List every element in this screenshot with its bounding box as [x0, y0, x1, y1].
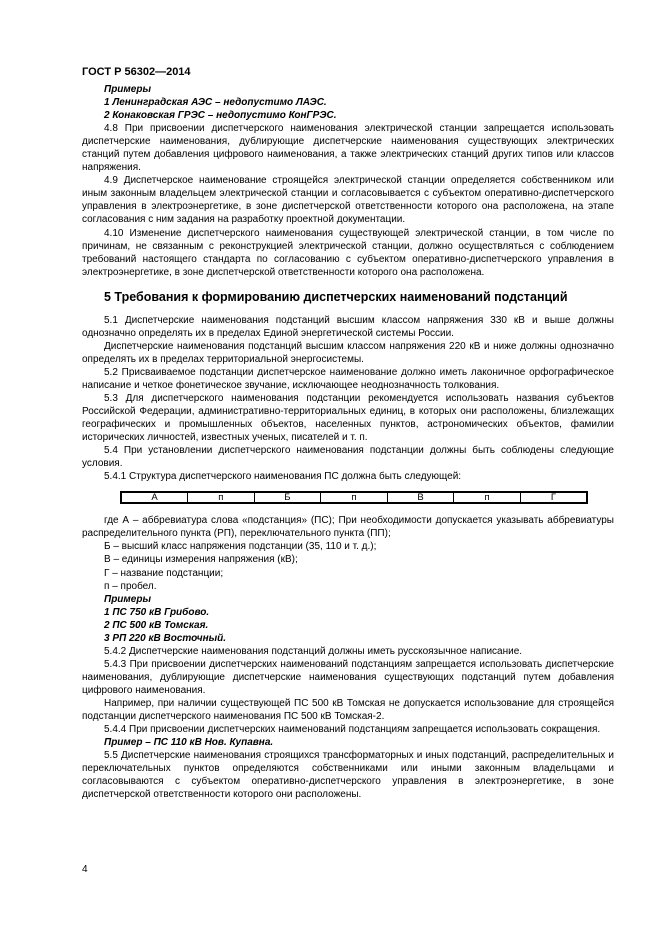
legend-item: В – единицы измерения напряжения (кВ); [104, 554, 298, 566]
structure-cell: п [188, 492, 255, 503]
paragraph-5-4-4: 5.4.4 При присвоении диспетчерских наименований подстанциям запрещается использовать сокращения. [104, 724, 601, 736]
paragraph-5-4-2: 5.4.2 Диспетчерские наименования подстанций должны иметь русскоязычное написание. [104, 645, 523, 657]
paragraph: Например, при наличии существующей ПС 500 кВ Томская не допускается использование для строящейся подстанции диспетчерского наименования ПС 500 кВ Томская-2. [82, 697, 614, 723]
paragraph: Диспетчерские наименования подстанций высшим классом напряжения 220 кВ и ниже должны однозначно определять их в пределах территориальной энергосистемы. [82, 340, 614, 365]
structure-cell: А [151, 492, 158, 504]
example-item: 1 Ленинградская АЭС – недопустимо ЛАЭС. [104, 97, 327, 109]
legend-item: Б – высший класс напряжения подстанции (35, 110 и т. д.); [104, 541, 377, 553]
example-item: 1 ПС 750 кВ Грибово. [104, 606, 210, 618]
document-body [82, 83, 614, 801]
example-item: 2 Конаковская ГРЭС – недопустимо КонГРЭС. [104, 110, 337, 122]
paragraph-4-10: 4.10 Изменение диспетчерского наименования существующей электрической станции, в том числе по причинам, не связанным с реконструкцией электрической станции, должно осуществляться с соблюдением требований настоящего стандарта по согласованию с субъектом оперативно-диспетчерского управления в электроэнергетике, в зоне диспетчерской ответственности которого она расположена. [82, 227, 614, 278]
structure-cell: Г [520, 492, 587, 503]
example-item: Пример – ПС 110 кВ Нов. Купавна. [104, 737, 274, 749]
example-item: 3 РП 220 кВ Восточный. [104, 632, 227, 644]
paragraph-5-4-3: 5.4.3 При присвоении диспетчерских наименований подстанциям запрещается использовать диспетчерские наименования, дублирующие диспетчерские наименования существующих подстанций путем добавления цифрового наименования. [82, 658, 614, 696]
structure-cell: Б [254, 492, 321, 503]
paragraph-4-8: 4.8 При присвоении диспетчерского наименования электрической станции запрещается использовать диспетчерские наименования, дублирующие диспетчерские наименования существующих электрических станций путем добавления цифрового наименования, а также электрических станций других типов или классов напряжения. [82, 123, 614, 174]
paragraph-5-3: 5.3 Для диспетчерского наименования подстанции рекомендуется использовать названия субъектов Российской Федерации, административно-территориальных единиц, в которых они расположены, близлежащих географических и промышленных объектов, населенных пунктов, астрономических объектов, фамилии исторических личностей, известных ученых, писателей и т. п. [82, 392, 614, 444]
paragraph-5-5: 5.5 Диспетчерские наименования строящихся трансформаторных и иных подстанций, распределительных и переключательных пунктов определяются собственниками или иными законным владельцами и согласовываются с субъектом оперативно-диспетчерского управления в электроэнергетике, в зоне диспетчерской ответственности которого они расположены. [82, 750, 614, 801]
page-number: 4 [82, 864, 88, 875]
examples-title: Примеры [104, 593, 152, 605]
paragraph-5-4-1: 5.4.1 Структура диспетчерского наименования ПС должна быть следующей: [104, 471, 462, 483]
structure-cell: п [454, 492, 521, 503]
legend-item: Г – название подстанции; [104, 567, 224, 579]
examples-title: Примеры [104, 84, 152, 95]
paragraph-5-2: 5.2 Присваиваемое подстанции диспетчерское наименование должно иметь лаконичное орфографическое написание и четкое фонетическое звучание, исключающее неоднозначность толкования. [82, 366, 614, 391]
paragraph-4-9: 4.9 Диспетчерское наименование строящейся электрической станции определяется собственником или иным законным владельцем электрической станции и согласовывается с субъектом оперативно-диспетчерского управления в электроэнергетике, в зоне диспетчерской ответственности которого она расположена, на этапе согласования с ним задания на разработку проектной документации. [82, 175, 614, 226]
section-heading: 5 Требования к формированию диспетчерских наименований подстанций [104, 289, 568, 304]
structure-cell: п [321, 492, 388, 503]
structure-cell: В [387, 492, 454, 503]
name-structure-table [120, 491, 588, 504]
example-item: 2 ПС 500 кВ Томская. [104, 619, 209, 631]
paragraph-5-1: 5.1 Диспетчерские наименования подстанций высшим классом напряжения 330 кВ и выше должны однозначно определять их в пределах Единой энергетической системы России. [82, 314, 614, 339]
legend-item: где А – аббревиатура слова «подстанция» (ПС); При необходимости допускается указывать аббревиатуры распределительного пункта (РП), переключательного пункта (ПП); [82, 515, 614, 540]
table-row [121, 492, 587, 503]
legend-item: п – пробел. [104, 580, 157, 592]
document-header: ГОСТ Р 56302—2014 [82, 66, 191, 78]
paragraph-5-4: 5.4 При установлении диспетчерского наименования подстанции должны быть соблюдены следующие условия. [82, 445, 614, 470]
